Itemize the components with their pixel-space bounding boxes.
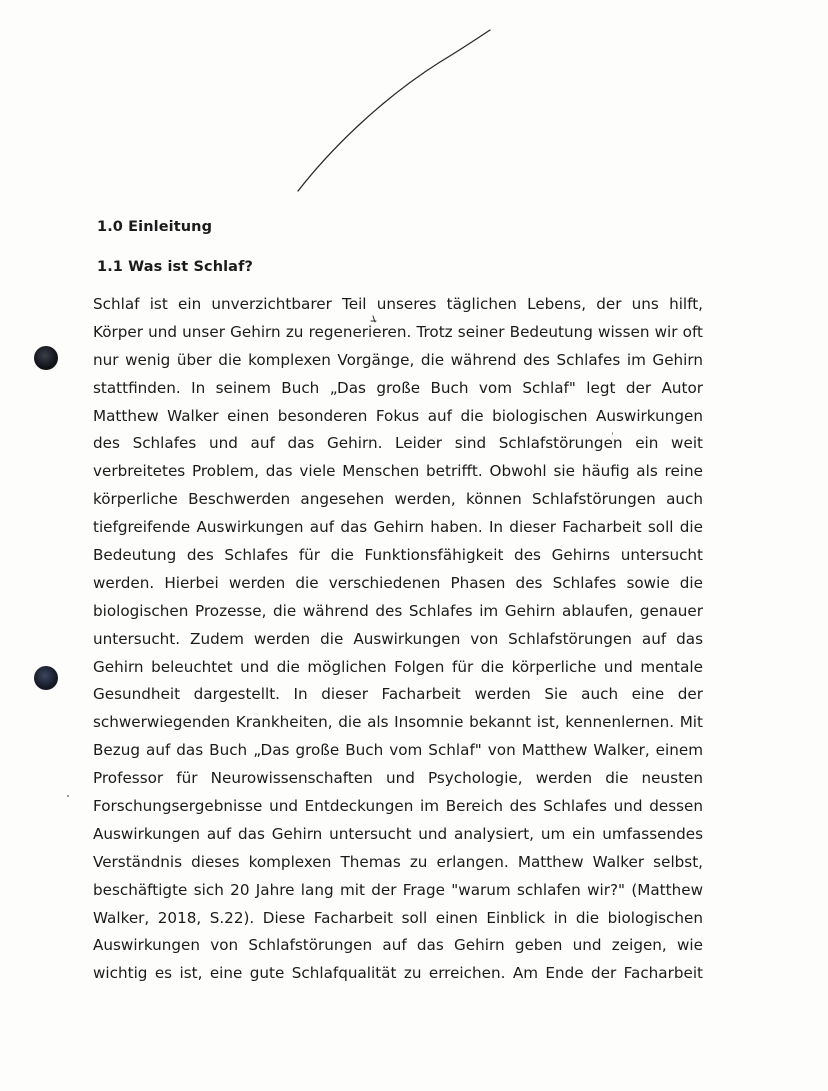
paragraph-line: Auswirkungen von Schlafstörungen auf das Gehirn geben und zeigen, wie	[93, 936, 703, 955]
paragraph-line: Bezug auf das Buch „Das große Buch vom Schlaf" von Matthew Walker, einem	[93, 741, 703, 760]
paragraph-line: schwerwiegenden Krankheiten, die als Insomnie bekannt ist, kennenlernen. Mit	[93, 713, 703, 732]
paragraph-line: körperliche Beschwerden angesehen werden, können Schlafstörungen auch	[93, 490, 703, 509]
paragraph-line: Gesundheit dargestellt. In dieser Facharbeit werden Sie auch eine der	[93, 685, 703, 704]
paragraph-line: werden. Hierbei werden die verschiedenen Phasen des Schlafes sowie die	[93, 573, 703, 592]
paragraph-line: Verständnis dieses komplexen Themas zu erlangen. Matthew Walker selbst,	[93, 852, 703, 871]
paragraph-line: Gehirn beleuchtet und die möglichen Folgen für die körperliche und mentale	[93, 657, 703, 676]
paragraph-line: Walker, 2018, S.22). Diese Facharbeit soll einen Einblick in die biologischen	[93, 908, 703, 927]
paragraph-line: biologischen Prozesse, die während des Schlafes im Gehirn ablaufen, genauer	[93, 601, 703, 620]
paragraph-line: Forschungsergebnisse und Entdeckungen im Bereich des Schlafes und dessen	[93, 797, 703, 816]
paragraph-line: untersucht. Zudem werden die Auswirkungen von Schlafstörungen auf das	[93, 629, 703, 648]
heading-einleitung: 1.0 Einleitung	[97, 219, 213, 235]
paragraph-line: nur wenig über die komplexen Vorgänge, die während des Schlafes im Gehirn	[93, 350, 703, 369]
punch-hole-bottom	[34, 666, 58, 690]
paragraph-line: Auswirkungen auf das Gehirn untersucht und analysiert, um ein umfassendes	[93, 824, 703, 843]
paragraph-line: wichtig es ist, eine gute Schlafqualität zu erreichen. Am Ende der Facharbeit	[93, 964, 703, 983]
paragraph-line: beschäftigte sich 20 Jahre lang mit der Frage "warum schlafen wir?" (Matthew	[93, 880, 703, 899]
heading-was-ist-schlaf: 1.1 Was ist Schlaf?	[97, 259, 253, 275]
paragraph-line: des Schlafes und auf das Gehirn. Leider sind Schlafstörungen ein weit	[93, 434, 703, 453]
body-paragraph	[93, 291, 703, 988]
paragraph-line: tiefgreifende Auswirkungen auf das Gehirn haben. In dieser Facharbeit soll die	[93, 518, 703, 537]
paragraph-line: Professor für Neurowissenschaften und Psychologie, werden die neusten	[93, 769, 703, 788]
paragraph-line: Bedeutung des Schlafes für die Funktionsfähigkeit des Gehirns untersucht	[93, 546, 703, 565]
paragraph-line: verbreitetes Problem, das viele Menschen betrifft. Obwohl sie häufig als reine	[93, 462, 703, 481]
paragraph-line: Körper und unser Gehirn zu regenerieren. Trotz seiner Bedeutung wissen wir oft	[93, 322, 703, 341]
punch-hole-top	[34, 346, 58, 370]
scan-speck	[67, 795, 69, 797]
paragraph-line: stattfinden. In seinem Buch „Das große Buch vom Schlaf" legt der Autor	[93, 378, 703, 397]
paragraph-line: Schlaf ist ein unverzichtbarer Teil unseres täglichen Lebens, der uns hilft,	[93, 295, 703, 313]
paragraph-line: Matthew Walker einen besonderen Fokus auf die biologischen Auswirkungen	[93, 406, 703, 425]
